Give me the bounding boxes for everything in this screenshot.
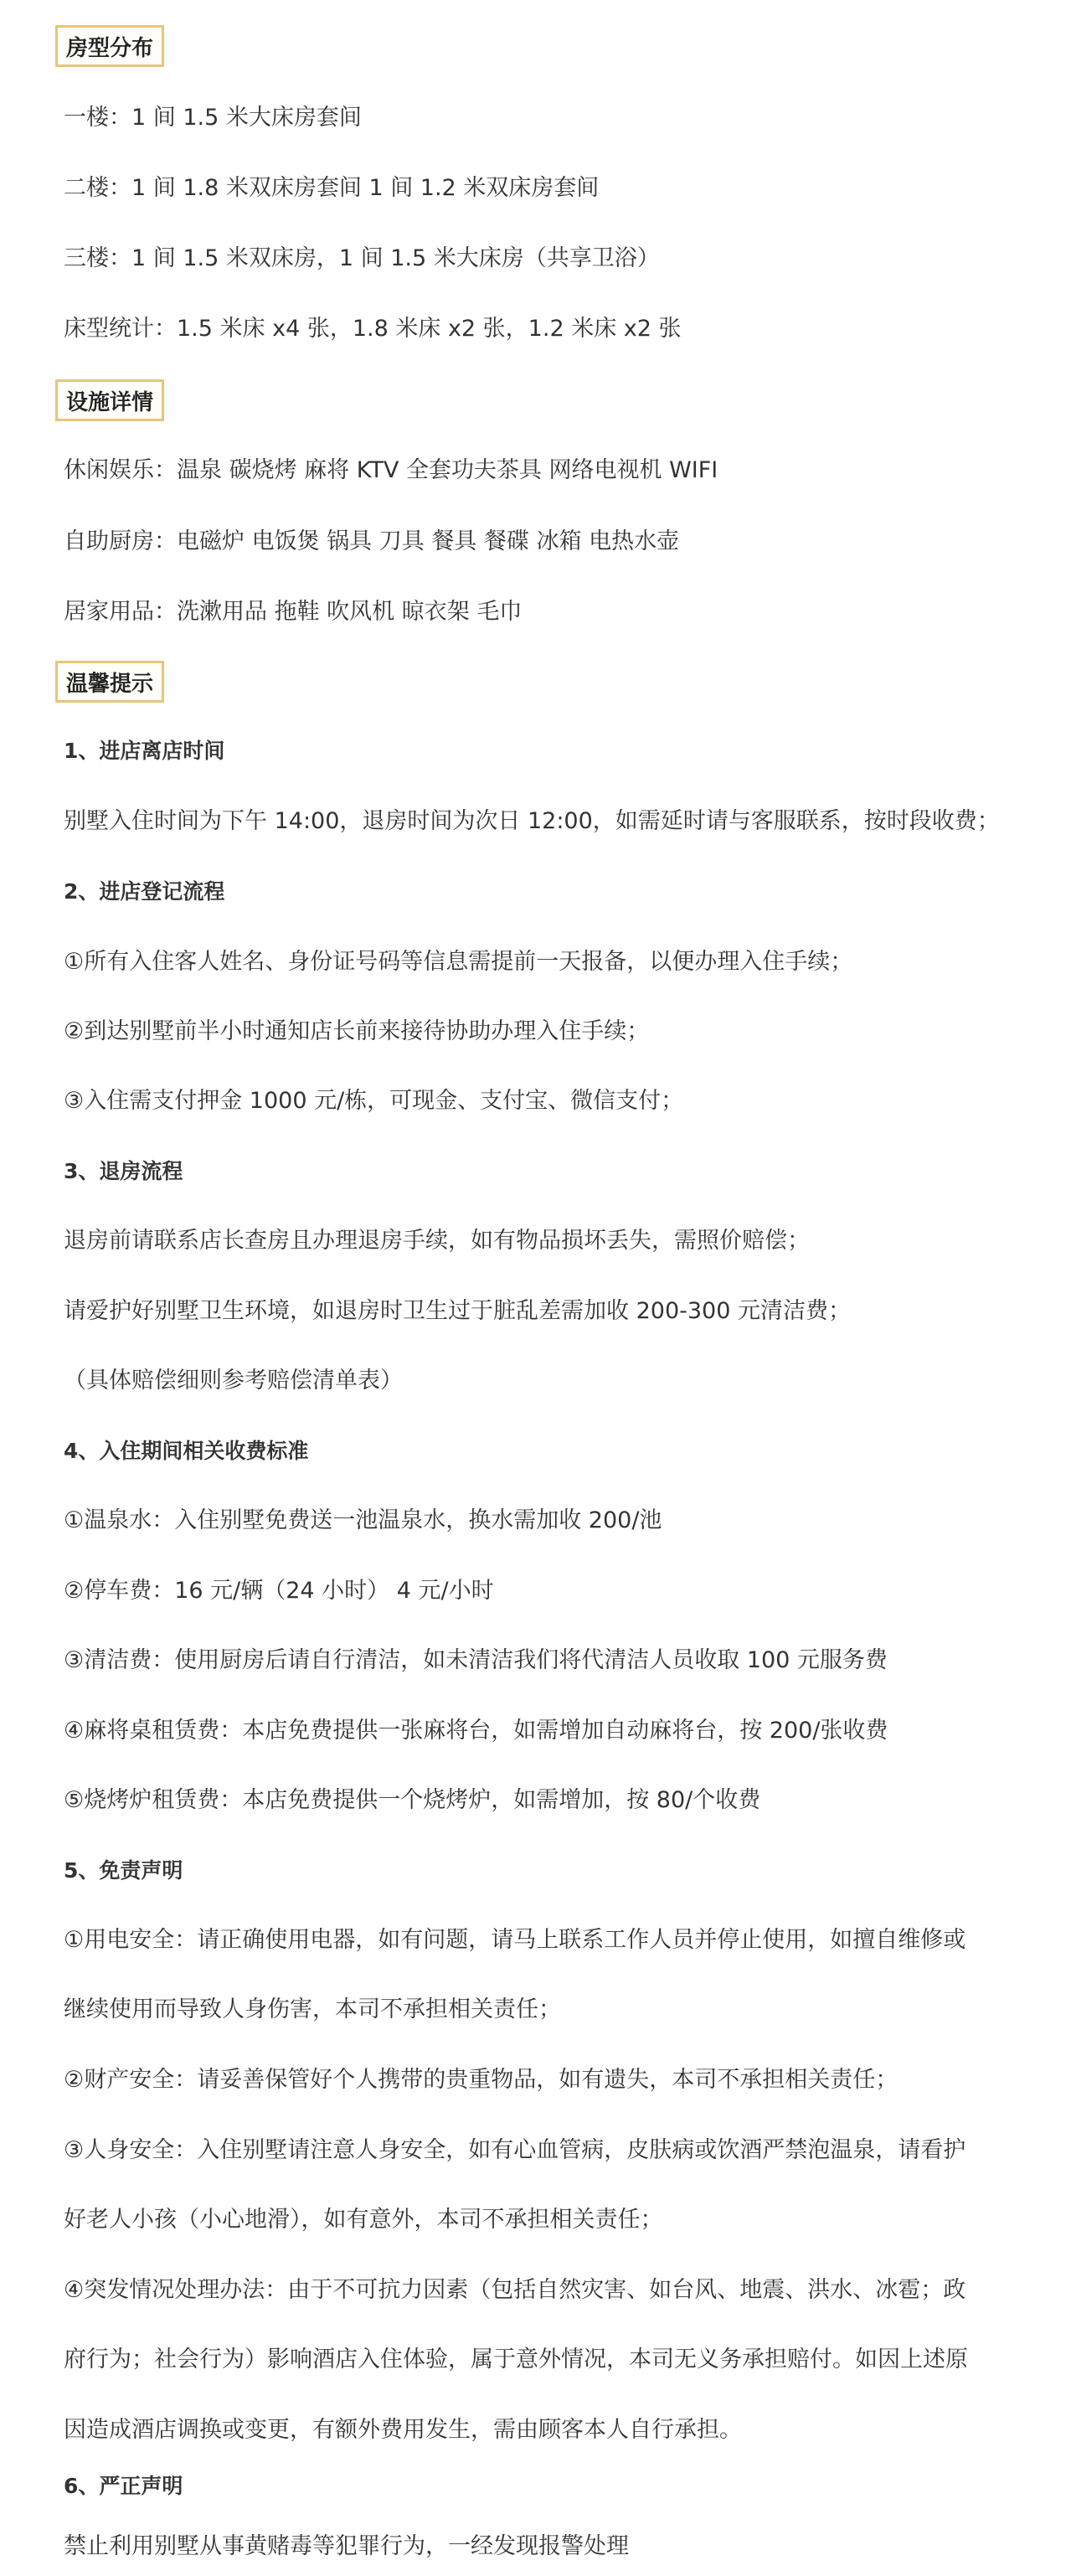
tips-heading-1: 1、进店离店时间 [64,739,225,763]
tips-heading-4: 4、入住期间相关收费标准 [64,1439,309,1463]
tips-5-line-3: ②财产安全：请妥善保管好个人携带的贵重物品，如有遗失，本司不承担相关责任； [64,2067,899,2093]
section-title-facility: 设施详情 [55,379,164,421]
room-line-4: 床型统计：1.5 米床 x4 张，1.8 米床 x2 张，1.2 米床 x2 张 [64,316,682,342]
facility-line-2: 自助厨房：电磁炉 电饭煲 锅具 刀具 餐具 餐碟 冰箱 电热水壶 [64,528,680,554]
tips-5-line-1: ①用电安全：请正确使用电器，如有问题，请马上联系工作人员并停止使用，如擅自维修或 [64,1927,966,1953]
tips-3-line-2: 请爱护好别墅卫生环境，如退房时卫生过于脏乱差需加收 200-300 元清洁费； [64,1298,851,1324]
tips-1-line-1: 别墅入住时间为下午 14:00，退房时间为次日 12:00，如需延时请与客服联系，按时段收费； [64,808,1000,834]
tips-4-line-5: ⑤烧烤炉租赁费：本店免费提供一个烧烤炉，如需增加，按 80/个收费 [64,1787,761,1813]
tips-2-line-1: ①所有入住客人姓名、身份证号码等信息需提前一天报备，以便办理入住手续； [64,949,853,975]
tips-5-line-6: ④突发情况处理办法：由于不可抗力因素（包括自然灾害、如台风、地震、洪水、冰雹；政 [64,2277,966,2303]
tips-heading-6: 6、严正声明 [64,2474,183,2498]
tips-2-line-2: ②到达别墅前半小时通知店长前来接待协助办理入住手续； [64,1018,650,1044]
section-title-room: 房型分布 [55,25,164,67]
room-line-2: 二楼：1 间 1.8 米双床房套间 1 间 1.2 米双床房套间 [64,175,600,201]
tips-5-line-7: 府行为；社会行为）影响酒店入住体验，属于意外情况，本司无义务承担赔付。如因上述原 [64,2347,968,2372]
tips-2-line-3: ③入住需支付押金 1000 元/栋，可现金、支付宝、微信支付； [64,1088,684,1114]
tips-5-line-4: ③人身安全：入住别墅请注意人身安全，如有心血管病，皮肤病或饮酒严禁泡温泉，请看护 [64,2137,966,2163]
tips-3-line-1: 退房前请联系店长查房且办理退房手续，如有物品损坏丢失，需照价赔偿； [64,1228,810,1254]
room-line-1: 一楼：1 间 1.5 米大床房套间 [64,105,362,131]
tips-5-line-2: 继续使用而导致人身伤害，本司不承担相关责任； [64,1996,561,2022]
tips-4-line-4: ④麻将桌租赁费：本店免费提供一张麻将台，如需增加自动麻将台，按 200/张收费 [64,1718,888,1744]
tips-heading-3: 3、退房流程 [64,1159,183,1183]
facility-line-3: 居家用品：洗漱用品 拖鞋 吹风机 晾衣架 毛巾 [64,599,523,625]
tips-heading-2: 2、进店登记流程 [64,879,225,904]
tips-heading-5: 5、免责声明 [64,1858,183,1883]
section-title-tips: 温馨提示 [55,661,164,703]
tips-6-line-1: 禁止利用别墅从事黄赌毒等犯罪行为，一经发现报警处理 [64,2533,629,2559]
tips-4-line-1: ①温泉水：入住别墅免费送一池温泉水，换水需加收 200/池 [64,1507,662,1533]
tips-3-line-3: （具体赔偿细则参考赔偿清单表） [64,1368,403,1394]
tips-5-line-5: 好老人小孩（小心地滑），如有意外，本司不承担相关责任； [64,2207,663,2233]
tips-4-line-2: ②停车费：16 元/辆（24 小时） 4 元/小时 [64,1578,494,1604]
tips-5-line-8: 因造成酒店调换或变更，有额外费用发生，需由顾客本人自行承担。 [64,2417,742,2443]
room-line-3: 三楼：1 间 1.5 米双床房，1 间 1.5 米大床房（共享卫浴） [64,245,660,271]
tips-4-line-3: ③清洁费：使用厨房后请自行清洁，如未清洁我们将代清洁人员收取 100 元服务费 [64,1647,888,1673]
facility-line-1: 休闲娱乐：温泉 碳烧烤 麻将 KTV 全套功夫茶具 网络电视机 WIFI [64,457,718,483]
